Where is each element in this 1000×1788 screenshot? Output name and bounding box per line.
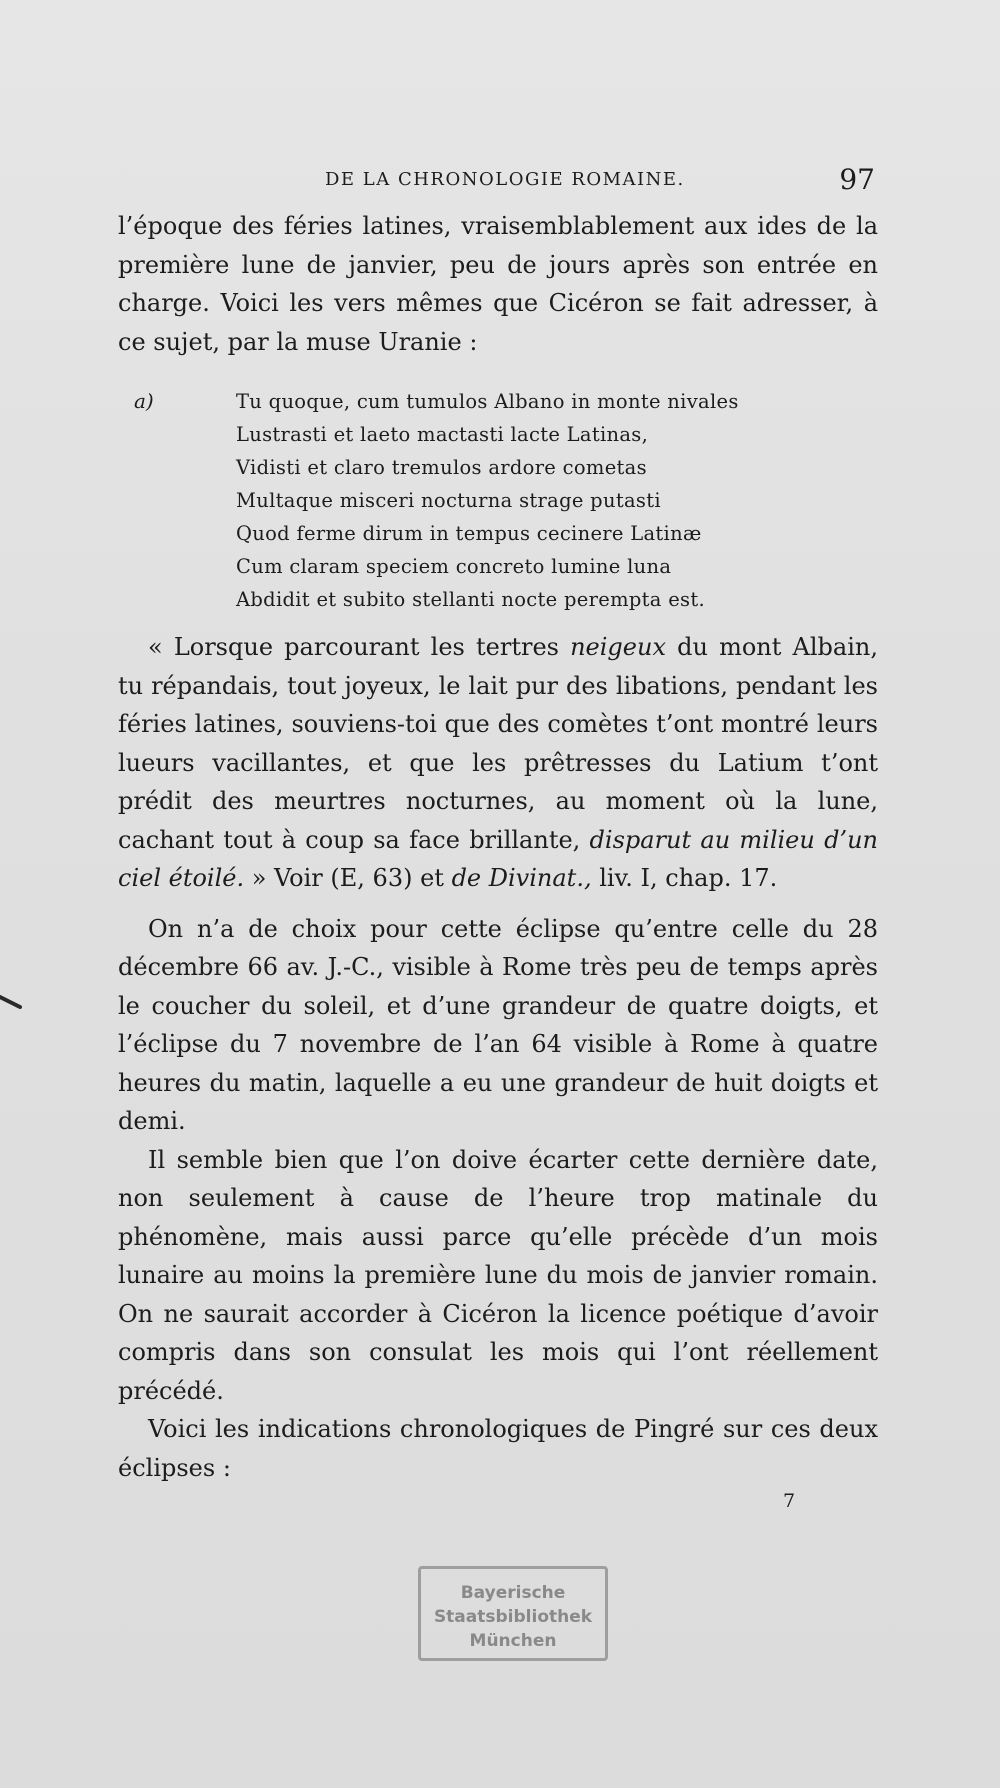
verse-line: Tu quoque, cum tumulos Albano in monte nivales	[236, 390, 739, 413]
running-title: DE LA CHRONOLOGIE ROMAINE.	[325, 169, 685, 190]
library-stamp	[418, 1566, 608, 1661]
verse-line: Cum claram speciem concreto lumine luna	[236, 555, 672, 578]
page-number: 97	[839, 163, 875, 196]
verse-block	[118, 385, 878, 610]
paragraph-4: Il semble bien que l’on doive écarter cette dernière date, non seulement à cause de l’heure trop matinale du phénomène, mais aussi parce qu’elle précède d’un mois lunaire au moins la première lune du mois de janvier romain. On ne saurait accorder à Cicéron la licence poétique d’avoir compris dans son consulat les mois qui l’ont réellement précédé.	[118, 1145, 878, 1405]
translation-text: » Voir (E, 63) et	[244, 864, 452, 892]
verse-label: a)	[134, 389, 154, 413]
translation-italic: de Divinat.,	[451, 864, 592, 892]
verse-line: Lustrasti et laeto mactasti lacte Latinas,	[236, 423, 649, 446]
verse-line: Quod ferme dirum in tempus cecinere Latinæ	[236, 522, 702, 545]
paragraph-translation	[118, 628, 878, 898]
paragraph-1: l’époque des féries latines, vraisemblablement aux ides de la première lune de janvier, peu de jours après son entrée en charge. Voici les vers mêmes que Cicéron se fait adresser, à ce sujet, par la muse Uranie :	[118, 212, 878, 356]
paragraph-3: On n’a de choix pour cette éclipse qu’entre celle du 28 décembre 66 av. J.-C., visible à Rome très peu de temps après le coucher du soleil, et d’une grandeur de quatre doigts, et l’éclipse du 7 novembre de l’an 64 visible à Rome à quatre heures du matin, laquelle a eu une grandeur de huit doigts et demi.	[118, 914, 878, 1135]
stamp-line: Bayerische	[460, 1583, 566, 1603]
stamp-line: München	[469, 1631, 557, 1651]
stamp-line: Staatsbibliothek	[433, 1607, 593, 1627]
verse-line: Abdidit et subito stellanti nocte perempta est.	[236, 588, 705, 611]
margin-mark	[0, 995, 22, 1009]
paragraph-5: Voici les indications chronologiques de Pingré sur ces deux éclipses :	[118, 1415, 878, 1482]
verse-line: Multaque misceri nocturna strage putasti	[236, 489, 661, 512]
verse-line: Vidisti et claro tremulos ardore cometas	[236, 456, 647, 479]
signature-mark: 7	[783, 1490, 796, 1512]
translation-text: « Lorsque parcourant les tertres	[148, 633, 571, 661]
translation-text: du mont Albain, tu répandais, tout joyeux, le lait pur des libations, pendant les féries latines, souviens-toi que des comètes t’ont montré leurs lueurs vacillantes, et que les prêtresses du Latium t’ont prédit des meurtres nocturnes, au moment où la lune, cachant tout à coup sa face brillante,	[118, 633, 878, 854]
body-text	[118, 207, 878, 1487]
translation-italic: neigeux	[570, 633, 666, 661]
translation-text: liv. I, chap. 17.	[591, 864, 778, 892]
translation-italic: disparut au milieu d’un ciel étoilé.	[118, 825, 878, 892]
running-head	[120, 163, 875, 208]
verse-lines	[236, 385, 739, 616]
